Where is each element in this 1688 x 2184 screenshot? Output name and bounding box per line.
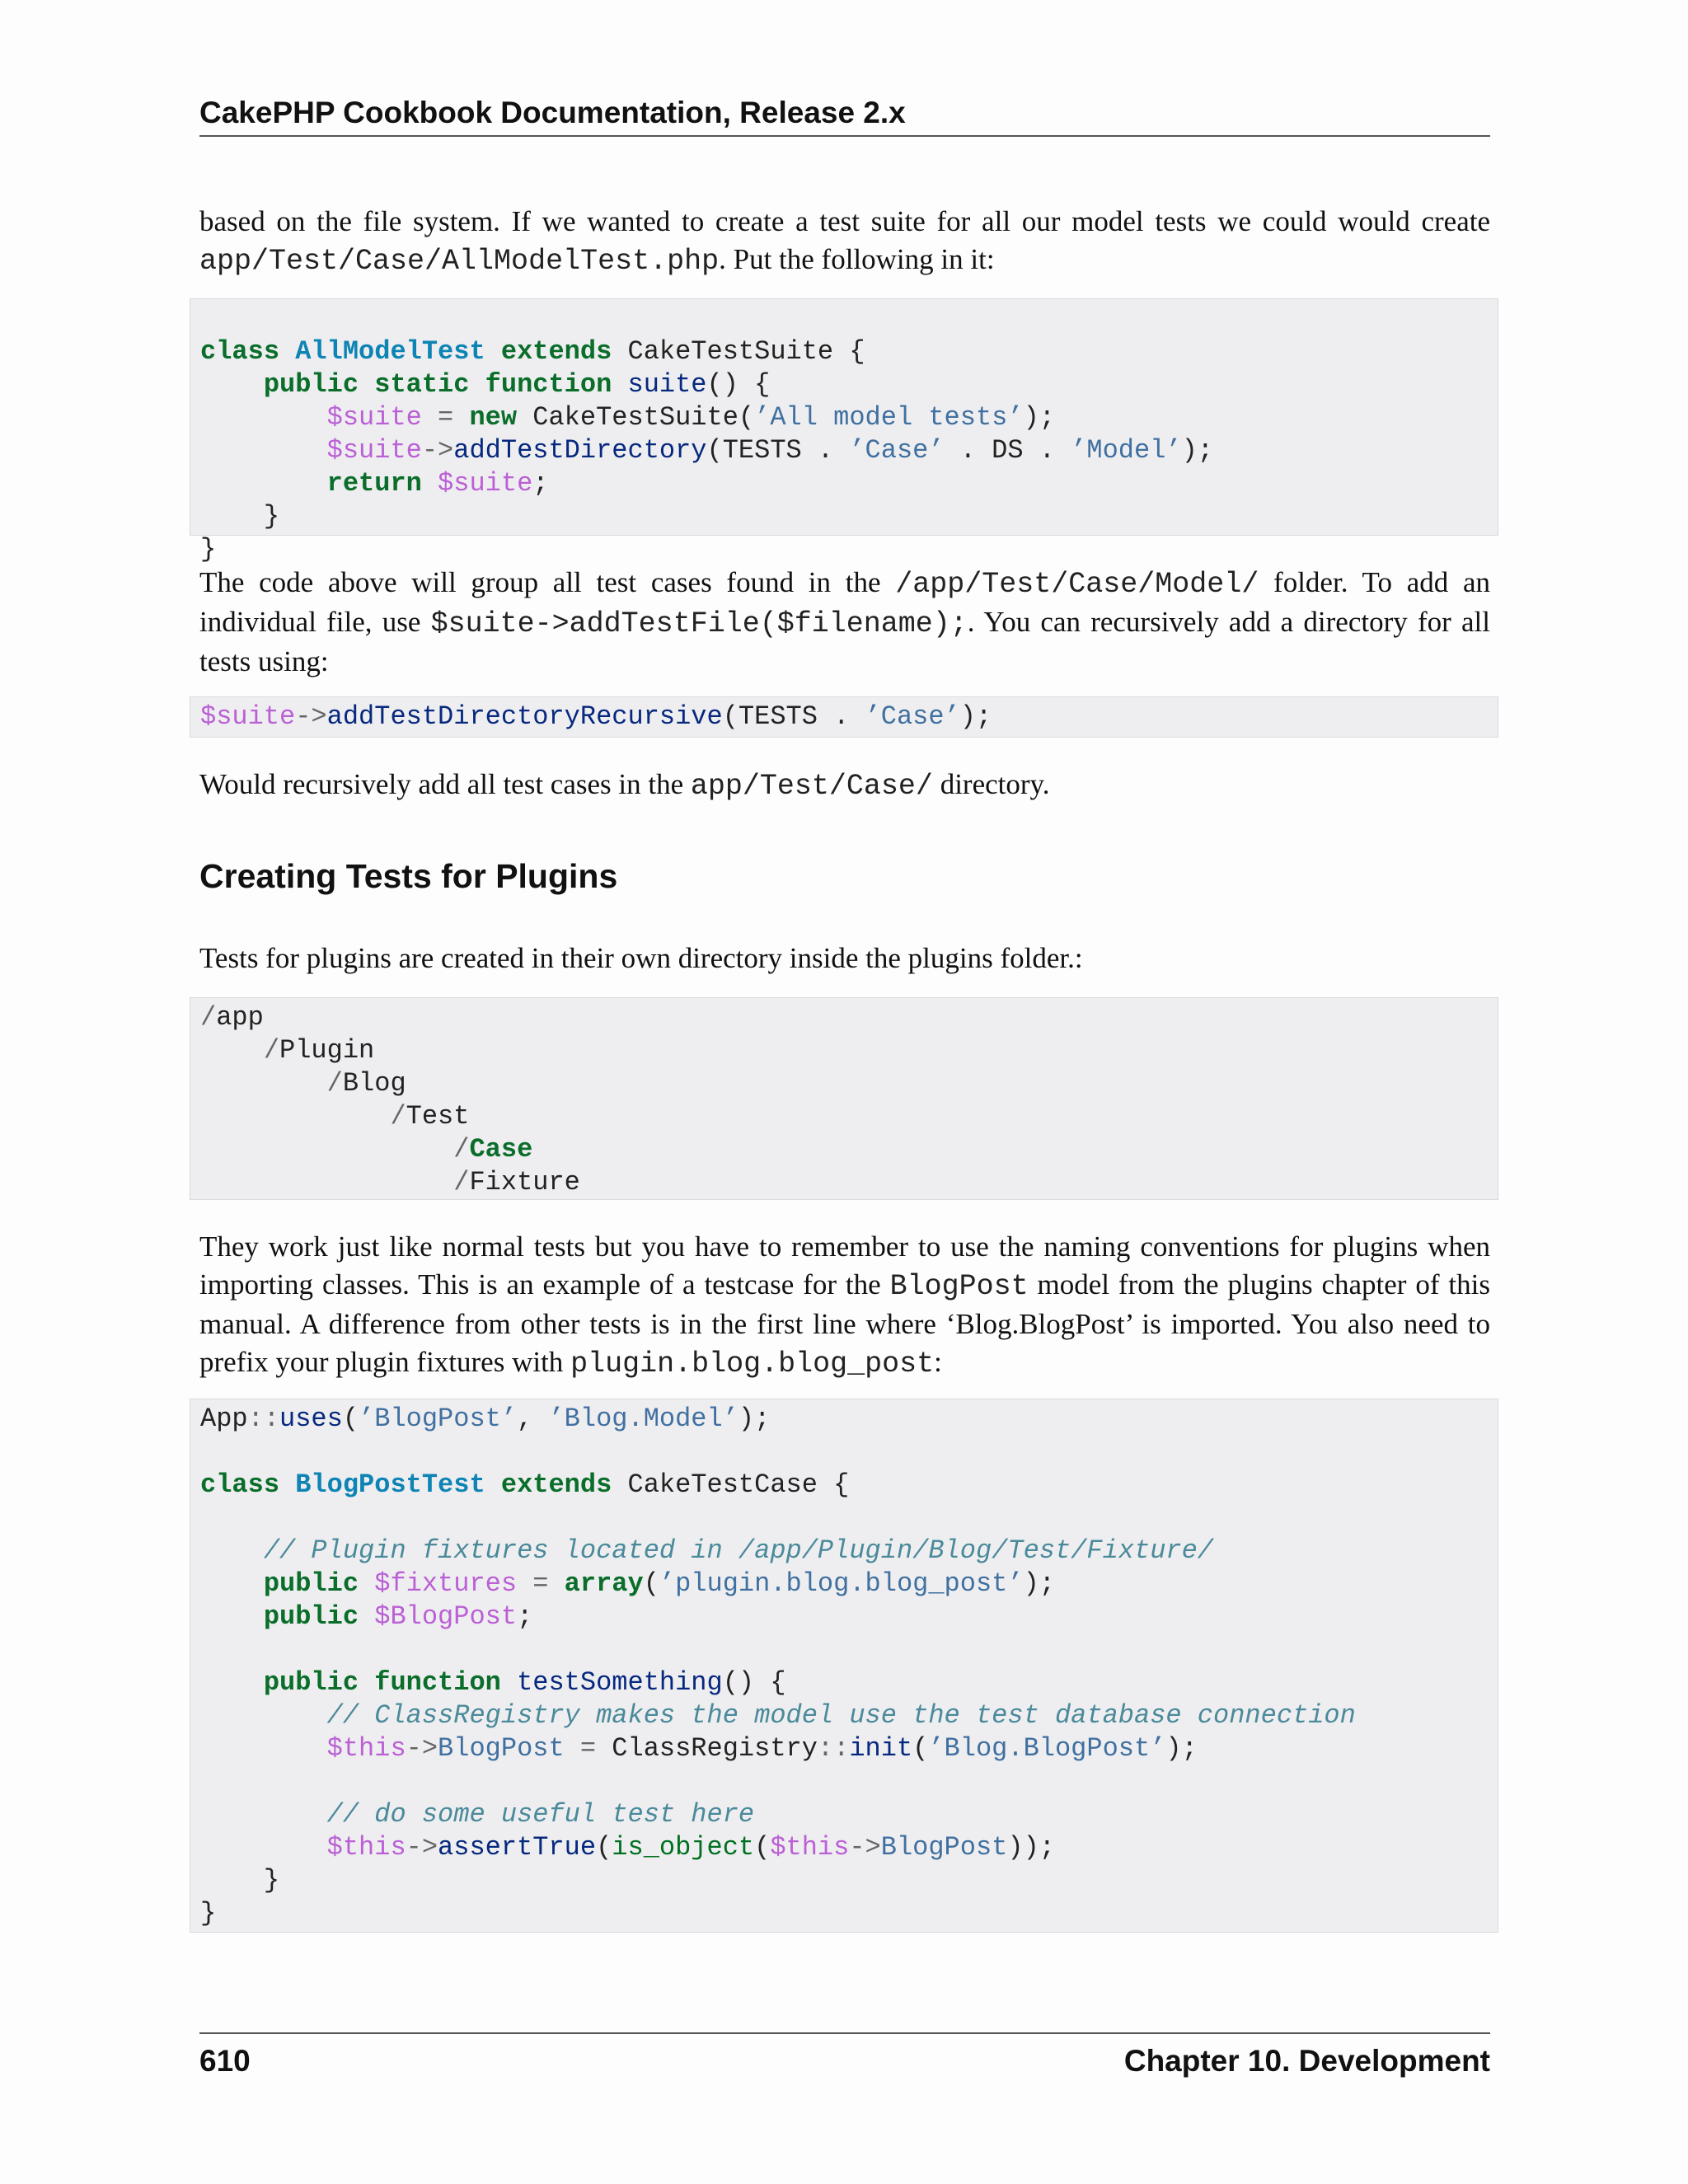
code-line: public $fixtures = array(’plugin.blog.blog_post’);	[263, 1568, 1055, 1599]
inline-code-fixture: plugin.blog.blog_post	[570, 1347, 935, 1380]
para-text: . Put the following in it:	[719, 243, 995, 275]
inline-code-path: app/Test/Case/AllModelTest.php	[199, 245, 720, 278]
para-text: folder. To add an individual file, use	[199, 566, 1491, 638]
code-line	[200, 1633, 1488, 1666]
code-line: /Plugin	[263, 1035, 375, 1066]
code-line: public static function suite() {	[263, 369, 771, 400]
code-line: public $BlogPost;	[263, 1601, 533, 1632]
paragraph-plugin-tests	[199, 1228, 1490, 1383]
para-text: They work just like normal tests but you have to remember to use the naming conventions for plugins when importing classes. This is an example of a testcase for the	[199, 1230, 1490, 1301]
code-line: return $suite;	[326, 468, 549, 499]
code-line: /app	[200, 1002, 264, 1033]
paragraph-plugin-dir: Tests for plugins are created in their own directory inside the plugins folder.:	[199, 942, 1083, 974]
code-line: class BlogPostTest extends CakeTestCase {	[200, 1469, 850, 1500]
code-block-blogpost-test	[190, 1399, 1498, 1933]
running-header: CakePHP Cookbook Documentation, Release 2.x	[199, 92, 1490, 137]
code-line: // ClassRegistry makes the model use the test database connection	[326, 1700, 1356, 1731]
inline-code-class: BlogPost	[889, 1270, 1029, 1303]
para-text: Would recursively add all test cases in the	[199, 768, 691, 800]
code-line: }	[200, 534, 217, 565]
code-line: public function testSomething() {	[263, 1667, 786, 1698]
chapter-title: Chapter 10. Development	[1123, 2044, 1490, 2078]
paragraph-group-tests	[199, 564, 1490, 681]
para-text: . You can recursively add a directory for all tests using:	[199, 606, 1490, 677]
code-line: /Case	[453, 1134, 533, 1165]
code-line: $suite->addTestDirectory(TESTS . ’Case’ . DS . ’Model’);	[326, 435, 1213, 466]
para-text: The code above will group all test cases found in the	[199, 566, 896, 598]
code-line: }	[200, 1898, 217, 1929]
code-line: }	[263, 1865, 280, 1896]
paragraph-recursive-note	[199, 766, 1490, 805]
inline-code-path: /app/Test/Case/Model/	[895, 568, 1259, 601]
code-line: $this->assertTrue(is_object($this->BlogPost));	[326, 1832, 1055, 1863]
code-line: $suite->addTestDirectoryRecursive(TESTS . ’Case’);	[200, 701, 992, 732]
code-block-directory-tree	[190, 997, 1498, 1200]
inline-code-path: app/Test/Case/	[690, 770, 933, 803]
code-line: }	[263, 501, 280, 532]
para-text: directory.	[932, 768, 1050, 800]
code-line: $this->BlogPost = ClassRegistry::init(’Blog.BlogPost’);	[326, 1733, 1198, 1764]
running-footer	[199, 2032, 1490, 2079]
para-text: based on the file system. If we wanted to create a test suite for all our model tests we could would create	[199, 205, 1490, 237]
paragraph-suite-intro	[199, 203, 1490, 280]
code-line: /Test	[390, 1101, 470, 1132]
code-line: /Blog	[326, 1068, 406, 1099]
page-number: 610	[199, 2044, 251, 2078]
para-text: model from the plugins chapter of this manual. A difference from other tests is in the first line where ‘Blog.BlogPost’ is imported. You also need to prefix your plugin fixtures with	[199, 1268, 1490, 1378]
code-line: /Fixture	[453, 1167, 580, 1197]
code-block-all-model-test	[190, 298, 1498, 565]
code-line	[200, 1502, 1488, 1535]
code-line: $suite = new CakeTestSuite(’All model tests’);	[326, 402, 1055, 433]
code-line: class AllModelTest extends CakeTestSuite {	[200, 336, 865, 367]
code-line	[200, 1765, 1488, 1798]
code-line	[200, 1436, 1488, 1469]
code-block-recursive	[190, 696, 1498, 738]
inline-code-call: $suite->addTestFile($filename);	[430, 607, 968, 640]
section-heading: Creating Tests for Plugins	[199, 857, 618, 895]
code-line: App::uses(’BlogPost’, ’Blog.Model’);	[200, 1404, 771, 1434]
code-line: // Plugin fixtures located in /app/Plugin/Blog/Test/Fixture/	[263, 1535, 1213, 1566]
para-text: :	[934, 1346, 942, 1378]
code-line: // do some useful test here	[326, 1799, 755, 1830]
